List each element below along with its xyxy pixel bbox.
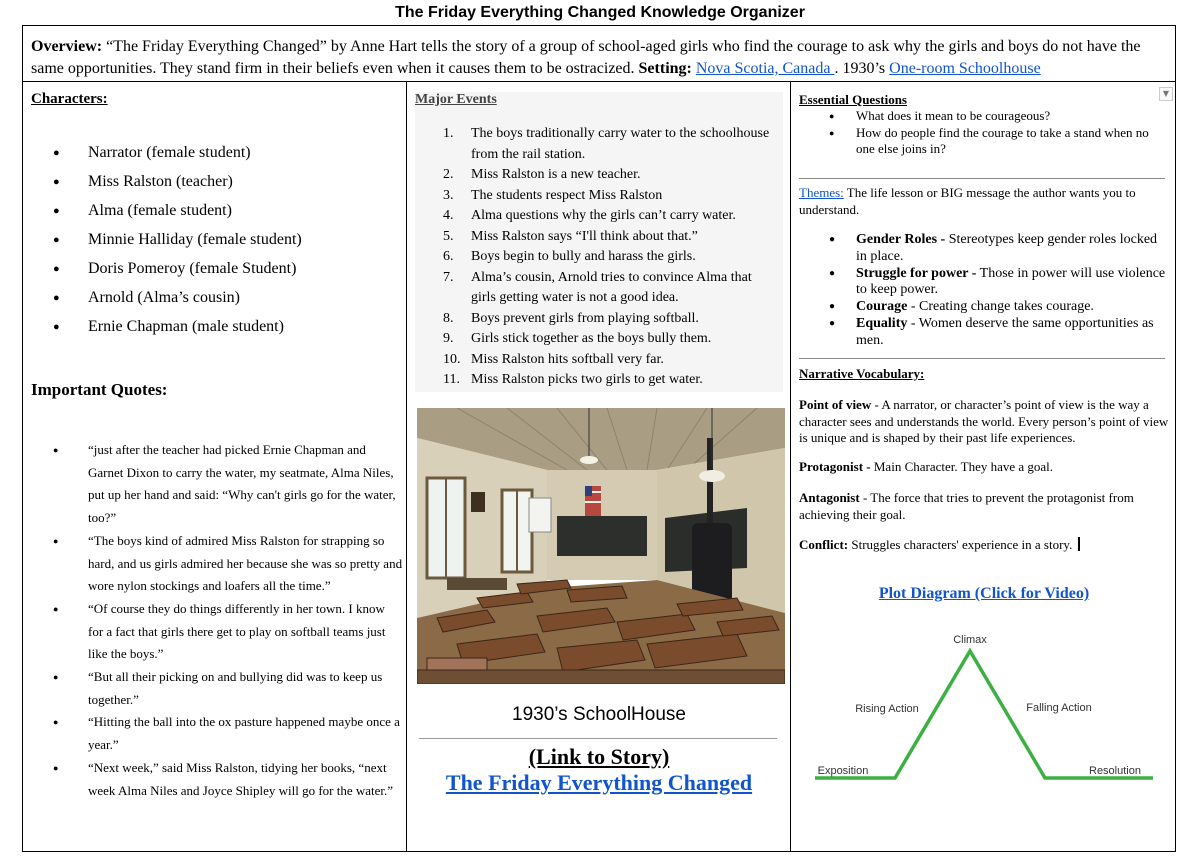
essential-questions-heading: Essential Questions: [799, 92, 907, 107]
list-item: [799, 299, 1171, 316]
theme-term: Equality: [856, 315, 908, 331]
themes-label-link[interactable]: Themes:: [799, 185, 844, 200]
quotes-heading: Important Quotes:: [31, 380, 168, 399]
event-text: The boys traditionally carry water to the schoolhouse from the rail station.: [471, 126, 770, 162]
theme-term: Struggle for power -: [856, 265, 977, 281]
event-number: 1.: [443, 126, 454, 141]
list-item: ● Miss Ralston (teacher): [53, 171, 302, 200]
list-item: [415, 124, 783, 165]
vocab-term: Conflict:: [799, 537, 849, 552]
events-column: [407, 82, 791, 851]
event-text: The students respect Miss Ralston: [471, 187, 663, 203]
list-item: ● Alma (female student): [53, 200, 302, 229]
list-item: ● Doris Pomeroy (female Student): [53, 258, 302, 287]
list-item: ● What does it mean to be courageous?: [799, 108, 1171, 125]
point-of-view-definition: [799, 397, 1171, 447]
event-text: Alma questions why the girls can’t carry water.: [471, 208, 736, 223]
rising-action-label: Rising Action: [855, 703, 919, 715]
characters-heading: Characters:: [31, 91, 108, 107]
event-text: Miss Ralston picks two girls to get water.: [471, 372, 703, 387]
photo-caption: 1930’s SchoolHouse: [512, 704, 686, 725]
theme-term: Gender Roles -: [856, 232, 946, 247]
theme-term: Courage: [856, 299, 908, 315]
list-item: ● “Hitting the ball into the ox pasture happened maybe once a year.”: [53, 711, 403, 756]
plot-diagram-link[interactable]: [791, 585, 1177, 603]
story-title[interactable]: The Friday Everything Changed: [445, 770, 753, 795]
event-text: Boys begin to bully and harass the girls.: [471, 249, 696, 264]
list-item: ● “The boys kind of admired Miss Ralston for strapping so hard, and us girls admired her because she was so pretty and wore nylon stockings and loafers all the time.”: [53, 530, 403, 598]
themes-list: [799, 232, 1171, 350]
schoolhouse-photo: [417, 408, 785, 684]
setting-building-link[interactable]: One-room Schoolhouse: [889, 60, 1041, 77]
overview-label: Overview:: [31, 38, 103, 55]
event-number: 4.: [443, 208, 454, 223]
event-number: 10.: [443, 351, 461, 367]
characters-quotes-column: [23, 82, 407, 851]
vocab-text: Main Character. They have a goal.: [870, 459, 1054, 474]
vocab-term: Protagonist -: [799, 459, 871, 474]
list-item: [799, 232, 1171, 266]
list-item: ● Narrator (female student): [53, 142, 302, 171]
page-title: The Friday Everything Changed Knowledge Organizer: [395, 4, 805, 21]
list-item: ● Arnold (Alma’s cousin): [53, 287, 302, 316]
event-text: Girls stick together as the boys bully them.: [471, 331, 712, 346]
event-text: Alma’s cousin, Arnold tries to convince Alma that girls getting water is not a good idea.: [471, 269, 752, 305]
section-divider: [799, 358, 1165, 359]
vocab-term: Antagonist: [799, 490, 863, 505]
caption-divider: [419, 738, 777, 739]
characters-list: [53, 142, 302, 345]
list-item: ● How do people find the courage to take a stand when no one else joins in?: [799, 125, 1171, 158]
plot-diagram-link-text[interactable]: Plot Diagram (Click for Video): [878, 585, 1090, 602]
themes-description: The life lesson or BIG message the author wants you to understand.: [799, 185, 1136, 217]
story-title-link[interactable]: [407, 770, 791, 796]
vocab-text: - A narrator, or character’s point of view is the way a character sees and understands the world. Every person’s point of view is unique and is shaped by their past life experiences.: [799, 397, 1169, 445]
event-number: 3.: [443, 187, 454, 203]
list-item: [415, 268, 783, 309]
setting-place-link[interactable]: Nova Scotia, Canada: [695, 60, 835, 77]
event-number: 5.: [443, 228, 454, 244]
story-link-label: (Link to Story): [528, 744, 670, 769]
list-item: ● Ernie Chapman (male student): [53, 316, 302, 345]
section-divider: [799, 178, 1165, 179]
overview-text: “The Friday Everything Changed” by Anne Hart tells the story of a group of school-aged girls who find the courage to ask why the girls and boys do not have the same opportunities. They stand firm in their beliefs even when it causes them to be ostracized.: [31, 38, 1141, 77]
list-item: [415, 309, 783, 330]
list-item: [415, 370, 783, 391]
event-number: 2.: [443, 167, 454, 182]
list-item: [415, 247, 783, 268]
vocabulary-heading: Narrative Vocabulary:: [799, 366, 925, 381]
event-text: Boys prevent girls from playing softball.: [471, 310, 699, 326]
event-number: 11.: [443, 372, 460, 387]
antagonist-definition: [799, 490, 1171, 523]
list-item: ● Minnie Halliday (female student): [53, 229, 302, 258]
list-item: [415, 206, 783, 227]
list-item: [415, 186, 783, 207]
theme-text: Stereotypes keep gender roles locked in place.: [856, 232, 1158, 264]
vocab-term: Point of view: [799, 397, 872, 412]
event-number: 6.: [443, 249, 454, 264]
overview-box: [22, 25, 1176, 82]
event-number: 9.: [443, 331, 454, 346]
vocab-text: - The force that tries to prevent the protagonist from achieving their goal.: [799, 490, 1134, 522]
vocab-text: Struggles characters' experience in a story.: [848, 537, 1073, 552]
list-item: [415, 227, 783, 248]
protagonist-definition: [799, 459, 1171, 476]
organizer-table: [22, 81, 1176, 852]
event-number: 7.: [443, 269, 454, 285]
exposition-label: Exposition: [817, 765, 869, 777]
event-text: Miss Ralston says “I'll think about that.”: [471, 228, 698, 244]
resolution-label: Resolution: [1089, 765, 1141, 777]
schoolhouse-image: [417, 408, 785, 684]
list-item: ● “But all their picking on and bullying did was to keep us together.”: [53, 666, 403, 711]
conflict-definition: [799, 537, 1171, 554]
list-item: [415, 165, 783, 186]
event-text: Miss Ralston is a new teacher.: [471, 167, 641, 182]
list-item: [799, 316, 1171, 350]
events-list: [415, 124, 783, 391]
theme-text: - Women deserve the same opportunities as men.: [856, 315, 1154, 348]
theme-text: Those in power will use violence to keep power.: [856, 265, 1166, 298]
list-item: [415, 329, 783, 350]
setting-separator: .: [834, 60, 839, 77]
text-cursor: [1078, 537, 1080, 551]
list-item: ● “just after the teacher had picked Ernie Chapman and Garnet Dixon to carry the water, my seatmate, Alma Niles, put up her hand and said: “Why can't girls go for the water, too?”: [53, 439, 403, 530]
themes-paragraph: [799, 185, 1171, 218]
chevron-down-icon[interactable]: ▼: [1159, 87, 1173, 101]
list-item: ● “Next week,” said Miss Ralston, tidying her books, “next week Alma Niles and Joyce Shipley will go for the water.”: [53, 757, 403, 802]
list-item: [415, 350, 783, 371]
essential-questions-list: [799, 108, 1171, 158]
theme-text: - Creating change takes courage.: [910, 299, 1094, 315]
falling-action-label: Falling Action: [1026, 702, 1092, 714]
list-item: ● “Of course they do things differently in her town. I know for a fact that girls there get to play on softball teams just like the boys.”: [53, 598, 403, 666]
events-heading: Major Events: [415, 92, 497, 107]
questions-themes-column: [791, 82, 1177, 851]
list-item: [799, 266, 1171, 300]
events-box: [415, 92, 783, 392]
event-number: 8.: [443, 310, 454, 326]
setting-year: 1930’s: [842, 60, 886, 77]
climax-label: Climax: [953, 634, 987, 646]
event-text: Miss Ralston hits softball very far.: [471, 351, 664, 367]
setting-label: Setting:: [638, 60, 692, 77]
quotes-list: [53, 439, 403, 802]
plot-diagram: [805, 624, 1165, 829]
